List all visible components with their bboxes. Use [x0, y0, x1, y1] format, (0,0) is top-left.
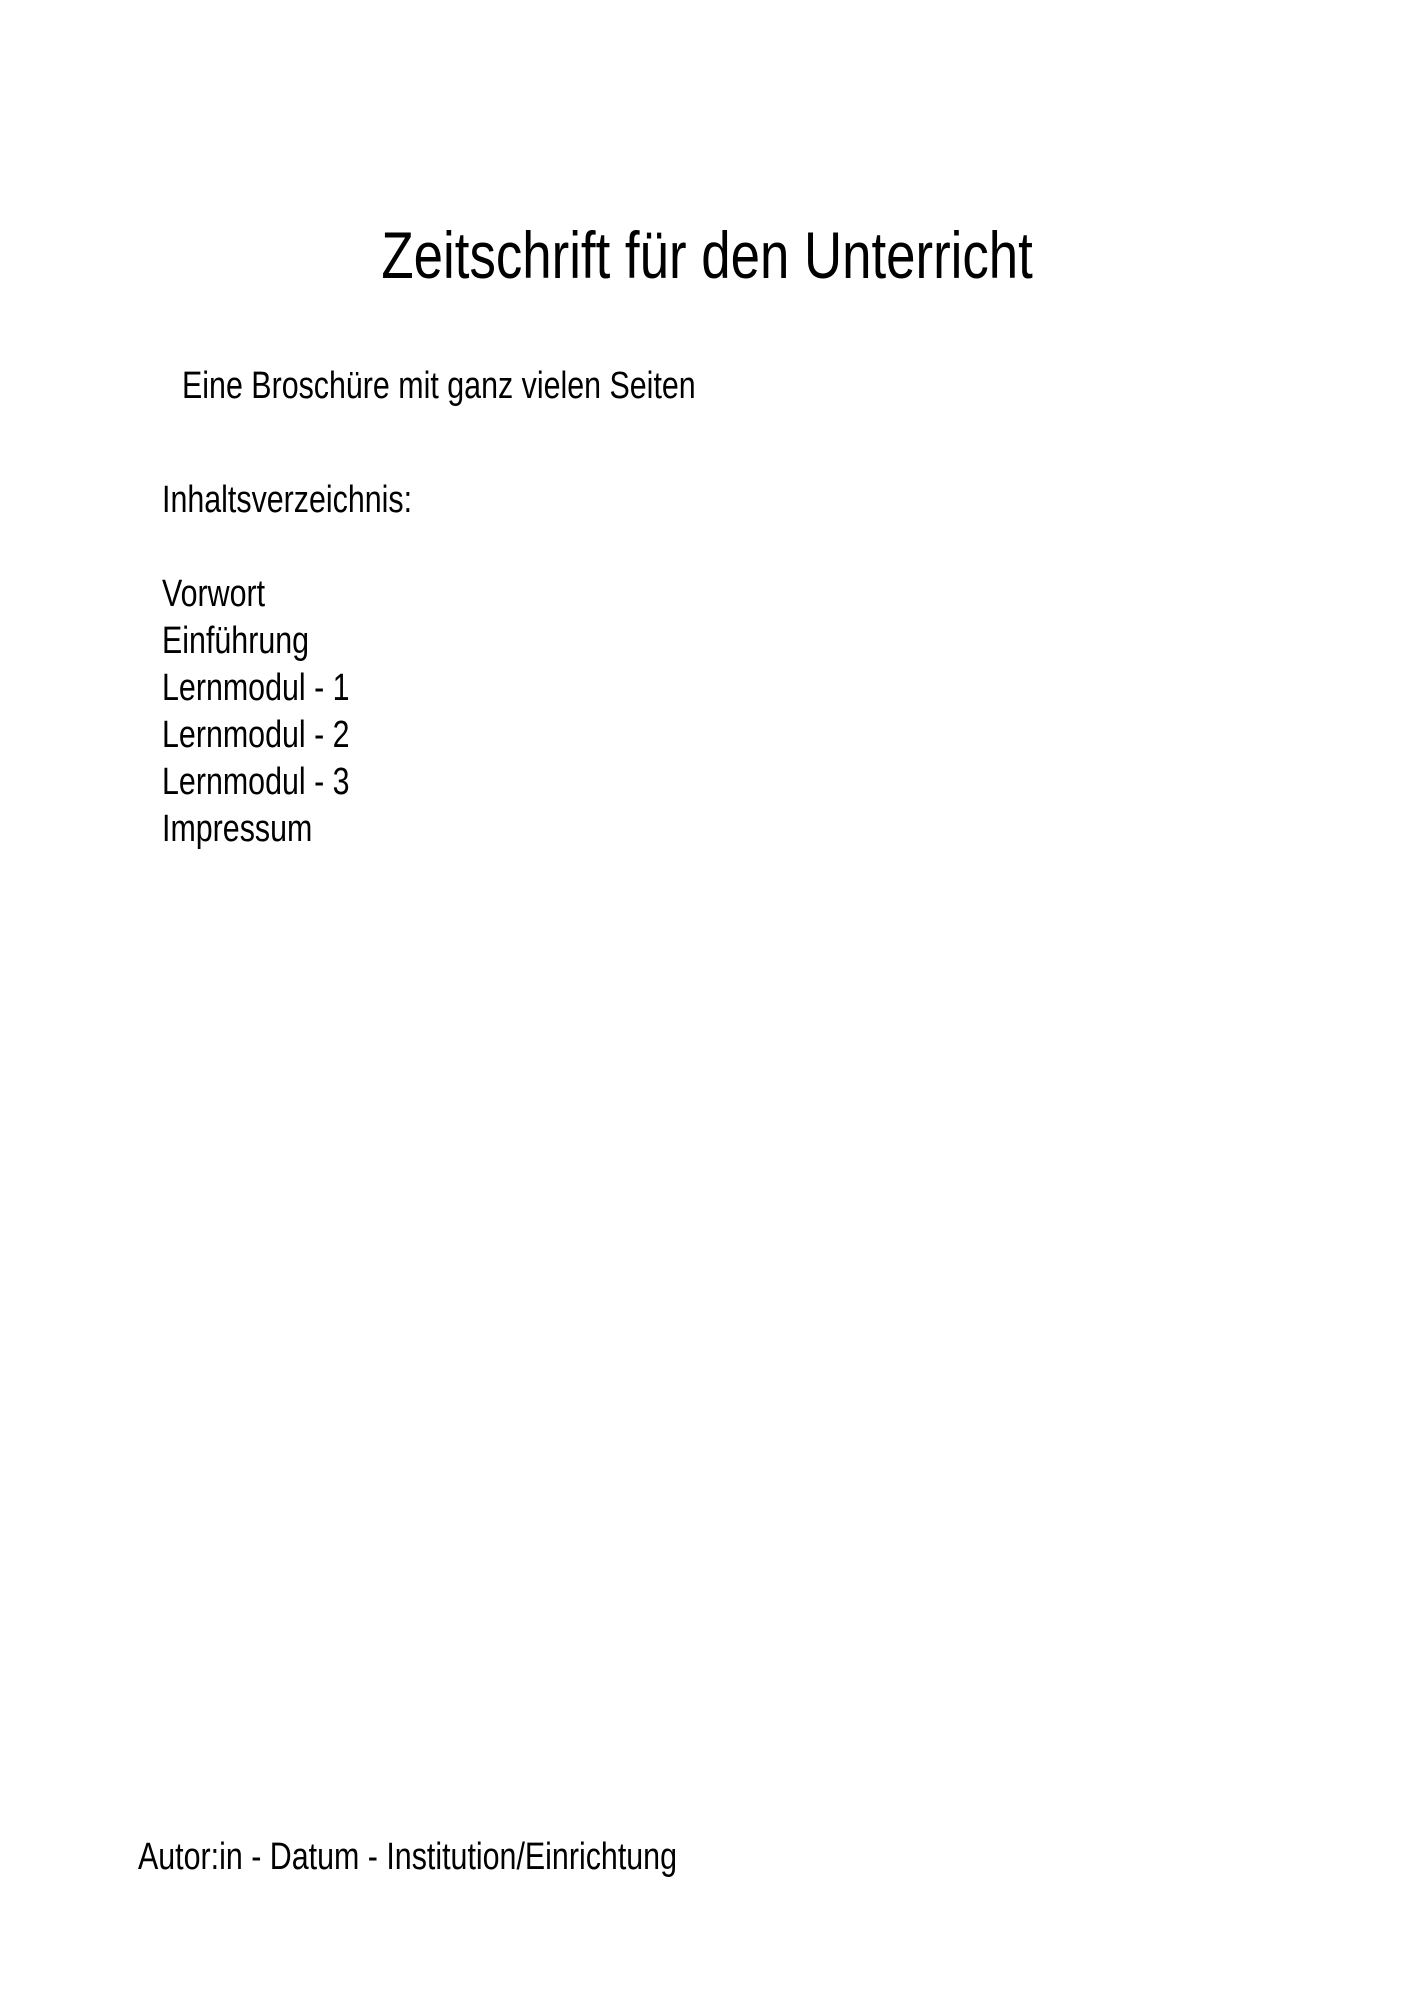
- page-title-row: [0, 216, 1414, 295]
- toc-item-einfuehrung: Einführung: [162, 620, 310, 662]
- toc-item-lernmodul-2: Lernmodul - 2: [162, 714, 350, 756]
- toc-item-vorwort: Vorwort: [162, 573, 266, 615]
- footer-author-line: Autor:in - Datum - Institution/Einrichtung: [138, 1836, 677, 1878]
- page-title: Zeitschrift für den Unterricht: [381, 218, 1033, 292]
- table-of-contents: [162, 477, 412, 853]
- toc-item-impressum: Impressum: [162, 808, 313, 850]
- page-subtitle-row: [182, 363, 824, 410]
- toc-item-lernmodul-3: Lernmodul - 3: [162, 761, 350, 803]
- toc-heading: Inhaltsverzeichnis:: [162, 479, 413, 521]
- toc-item-lernmodul-1: Lernmodul - 1: [162, 667, 350, 709]
- page-subtitle: Eine Broschüre mit ganz vielen Seiten: [182, 365, 696, 407]
- toc-spacer: [162, 524, 412, 571]
- footer-row: [138, 1834, 812, 1881]
